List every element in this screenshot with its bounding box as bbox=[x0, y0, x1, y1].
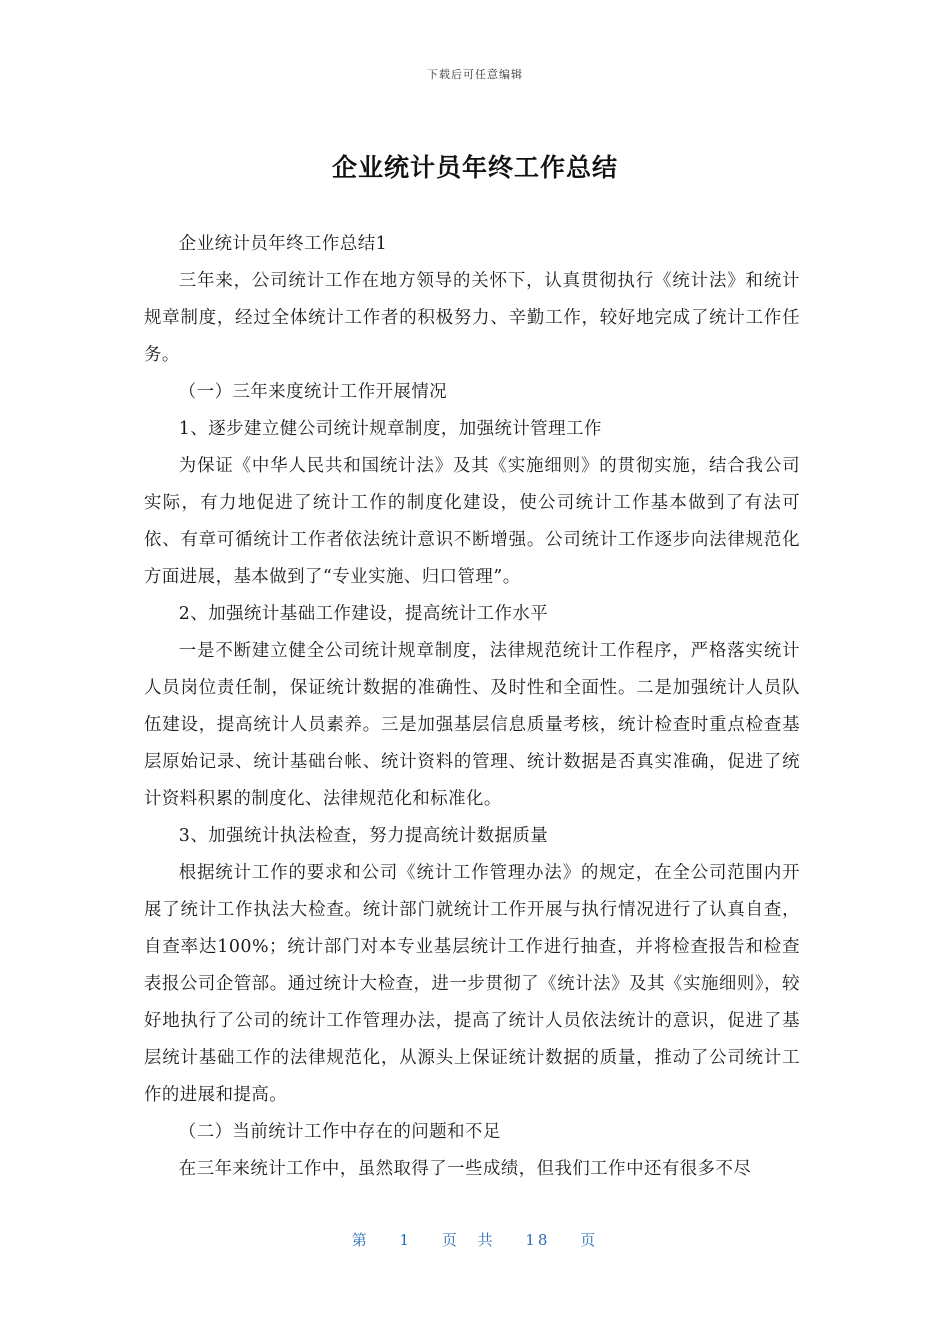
paragraph: 在三年来统计工作中，虽然取得了一些成绩，但我们工作中还有很多不尽 bbox=[178, 1159, 752, 1179]
footer-page-word: 第 bbox=[351, 1231, 370, 1249]
subsection-heading: 1、逐步建立健公司统计规章制度，加强统计管理工作 bbox=[178, 419, 602, 439]
page-footer bbox=[0, 1229, 950, 1250]
header-note: 下载后可任意编辑 bbox=[427, 68, 523, 81]
paragraph-subtitle: 企业统计员年终工作总结1 bbox=[178, 234, 388, 254]
section-heading: （二）当前统计工作中存在的问题和不足 bbox=[178, 1122, 501, 1142]
paragraph: 一是不断建立健全公司统计规章制度，法律规范统计工作程序，严格落实统计人员岗位责任制，保证统计数据的准确性、及时性和全面性。二是加强统计人员队伍建设，提高统计人员素养。三是加强基层信息质量考核，统计检查时重点检查基层原始记录、统计基础台帐、统计资料的管理、统计数据是否真实准确，促进了统计资料积累的制度化、法律规范化和标准化。 bbox=[144, 641, 800, 809]
paragraph: 为保证《中华人民共和国统计法》及其《实施细则》的贯彻实施，结合我公司实际，有力地促进了统计工作的制度化建设，使公司统计工作基本做到了有法可依、有章可循统计工作者依法统计意识不断增强。公司统计工作逐步向法律规范化方面进展，基本做到了“专业实施、归口管理”。 bbox=[144, 456, 800, 587]
footer-page-end: 页 bbox=[580, 1231, 599, 1249]
document-title: 企业统计员年终工作总结 bbox=[331, 153, 618, 182]
footer-page-mid: 页 共 bbox=[441, 1231, 496, 1249]
paragraph: 根据统计工作的要求和公司《统计工作管理办法》的规定，在全公司范围内开展了统计工作执法大检查。统计部门就统计工作开展与执行情况进行了认真自查，自查率达100%；统计部门对本专业基层统计工作进行抽查，并将检查报告和检查表报公司企管部。通过统计大检查，进一步贯彻了《统计法》及其《实施细则》，较好地执行了公司的统计工作管理办法，提高了统计人员依法统计的意识，促进了基层统计基础工作的法律规范化，从源头上保证统计数据的质量，推动了公司统计工作的进展和提高。 bbox=[144, 863, 800, 1105]
footer-total-pages: 18 bbox=[525, 1231, 551, 1249]
document-body bbox=[144, 226, 800, 1188]
subsection-heading: 2、加强统计基础工作建设，提高统计工作水平 bbox=[178, 604, 549, 624]
subsection-heading: 3、加强统计执法检查，努力提高统计数据质量 bbox=[178, 826, 549, 846]
paragraph: 三年来，公司统计工作在地方领导的关怀下，认真贯彻执行《统计法》和统计规章制度，经过全体统计工作者的积极努力、辛勤工作，较好地完成了统计工作任务。 bbox=[144, 271, 800, 365]
footer-page-number: 1 bbox=[399, 1231, 413, 1249]
section-heading: （一）三年来度统计工作开展情况 bbox=[178, 382, 448, 402]
